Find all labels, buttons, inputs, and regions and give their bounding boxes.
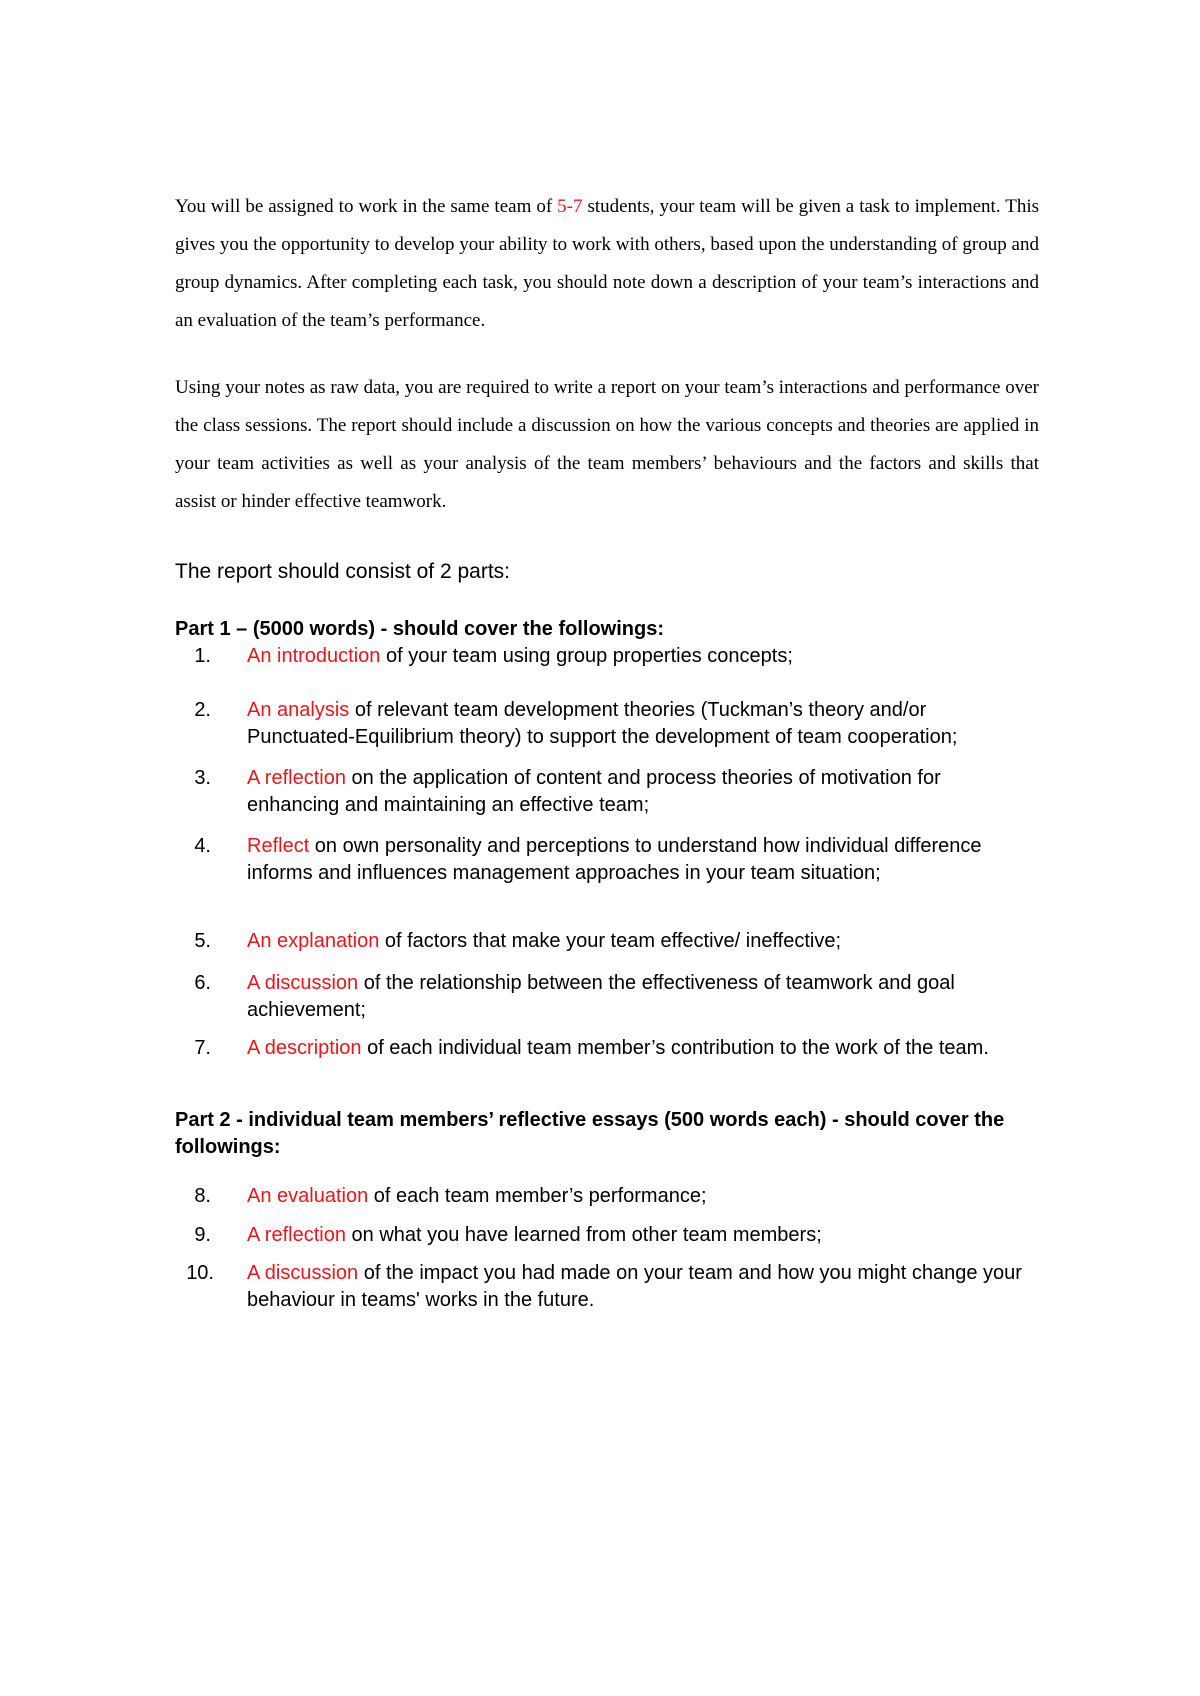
list-item [175, 697, 1035, 751]
list-item-highlight: A reflection [247, 1224, 346, 1246]
intro-paragraph [175, 188, 1039, 340]
intro-text-start: You will be assigned to work in the same team of [175, 196, 558, 217]
list-item-highlight: An explanation [247, 930, 380, 952]
list-item [175, 1222, 1035, 1249]
part1-heading: Part 1 – (5000 words) - should cover the followings: [175, 618, 664, 640]
list-item-number: 10. [186, 1262, 214, 1284]
list-item-text: of factors that make your team effective/ ineffective; [379, 930, 842, 952]
part2-heading: Part 2 - individual team members’ reflective essays (500 words each) - should cover the followings: [175, 1109, 1005, 1158]
list-item-highlight: A discussion [247, 972, 359, 994]
team-size-highlight: 5-7 [557, 196, 583, 217]
report-paragraph [175, 369, 1039, 521]
list-item-highlight: An evaluation [247, 1185, 369, 1207]
list-item-highlight: An introduction [247, 645, 381, 667]
list-item-highlight: A discussion [247, 1262, 359, 1284]
list-item-text: of each individual team member’s contribution to the work of the team. [361, 1037, 989, 1059]
list-item-text: on own personality and perceptions to understand how individual difference informs and influences management approaches in your team situation; [247, 835, 982, 884]
list-item [175, 1035, 1035, 1062]
list-item-highlight: A reflection [247, 767, 346, 789]
list-item [175, 970, 1035, 1024]
list-item-number: 7. [194, 1037, 211, 1059]
parts-intro-line: The report should consist of 2 parts: [175, 560, 511, 583]
list-item-number: 2. [194, 699, 211, 721]
list-item-text: on the application of content and process theories of motivation for enhancing and maintaining an effective team; [247, 767, 941, 816]
list-item-number: 4. [194, 835, 211, 857]
list-item [175, 833, 1035, 887]
list-item-number: 1. [194, 645, 211, 667]
list-item [175, 928, 1035, 955]
list-item [175, 1260, 1035, 1314]
list-item-number: 8. [194, 1185, 211, 1207]
list-item-number: 6. [194, 972, 211, 994]
list-item [175, 765, 1035, 819]
intro-text-end: students, your team will be given a task to implement. This gives you the opportunity to develop your ability to work with others, based upon the understanding of group and group dynamics. After completing each task, you should note down a description of your team’s interactions and an evaluation of the team’s performance. [175, 196, 1039, 331]
list-item-text: of the relationship between the effectiveness of teamwork and goal achievement; [247, 972, 955, 1021]
list-item-highlight: Reflect [247, 835, 310, 857]
report-paragraph-text: Using your notes as raw data, you are required to write a report on your team’s interactions and performance over the class sessions. The report should include a discussion on how the various concepts and theories are applied in your team activities as well as your analysis of the team members’ behaviours and the factors and skills that assist or hinder effective teamwork. [175, 377, 1039, 512]
intro-paragraph-text [175, 188, 1039, 340]
list-item [175, 1183, 1035, 1210]
list-item-highlight: An analysis [247, 699, 350, 721]
list-item-number: 9. [194, 1224, 211, 1246]
list-item-highlight: A description [247, 1037, 362, 1059]
list-item-text: on what you have learned from other team members; [345, 1224, 822, 1246]
list-item [175, 643, 1035, 670]
list-item-text: of relevant team development theories (Tuckman’s theory and/or Punctuated-Equilibrium theory) to support the development of team cooperation; [247, 699, 958, 748]
list-item-number: 5. [194, 930, 211, 952]
list-item-text: of your team using group properties concepts; [380, 645, 793, 667]
list-item-number: 3. [194, 767, 211, 789]
list-item-text: of each team member’s performance; [368, 1185, 707, 1207]
list-item-text: of the impact you had made on your team and how you might change your behaviour in teams' works in the future. [247, 1262, 1022, 1311]
